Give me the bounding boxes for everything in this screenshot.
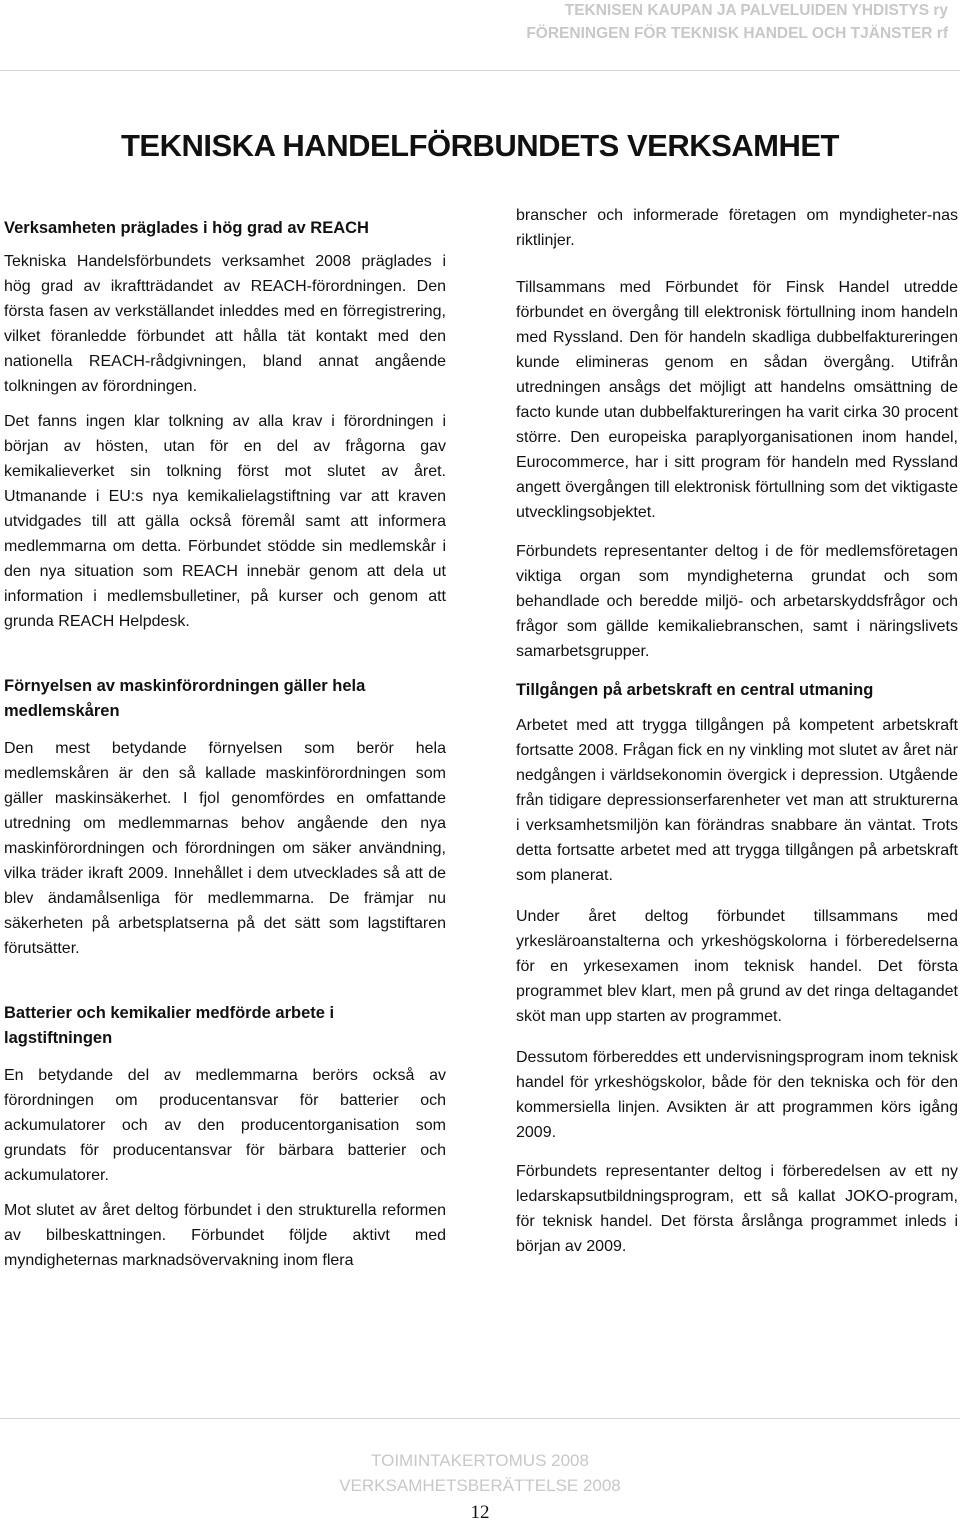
header-divider [0, 70, 960, 71]
paragraph-russia-customs: Tillsammans med Förbundet för Finsk Handel utredde förbundet en övergång till elektronisk förtullning inom handeln med Ryssland. Den för handeln skadliga dubbelfaktureringen kunde elimineras genom en sådan övergång. Utifrån utredningen ansågs det möjligt att handelns omsättning de facto kunde utan dubbelfaktureringen ha varit cirka 30 procent större. Den europeiska paraplyorganisationen inom handel, Eurocommerce, har i sitt program för handeln med Ryssland angett övergången till elektronisk förtullning som det viktigaste utvecklingsobjektet. [516, 279, 958, 521]
paragraph-reach-interpretation: Det fanns ingen klar tolkning av alla krav i förordningen i början av hösten, utan för en del av frågorna gav kemikalieverket sin tolkning först mot slutet av året. Utmanande i EU:s nya kemikalielagstiftning var att kraven utvidgades till att gälla också föremål samt att informera medlemmarna om detta. Förbundet stödde sin medlemskår i den nya situation som REACH innebär genom att dela ut information i medlemsbulletiner, på kurser och genom att grunda REACH Helpdesk. [4, 413, 446, 630]
paragraph-machinery: Den mest betydande förnyelsen som berör hela medlemskåren är den så kallade maskinförordningen som gäller maskinsäkerhet. I fjol genomfördes en omfattande utredning om medlemmarnas behov angående den nya maskinförordningen och förordningen om säker användning, vilka träder ikraft 2009. Innehållet i dem utvecklades så att de blev ändamålsenliga för medlemmarna. De främjar nu säkerheten på arbetsplatserna på det sätt som lagstiftaren förutsätter. [4, 740, 446, 957]
left-column [4, 216, 446, 1273]
paragraph-vocational-exam: Under året deltog förbundet tillsammans med yrkesläroanstalterna och yrkeshögskolorna i förberedelserna för en yrkesexamen inom teknisk handel. Det första programmet blev klart, men på grund av det ringa deltagandet sköt man upp starten av programmet. [516, 908, 958, 1025]
page-number: 12 [470, 1502, 490, 1523]
header-org-name-finnish: TEKNISEN KAUPAN JA PALVELUIDEN YHDISTYS ry [564, 2, 948, 19]
paragraph-teaching-program: Dessutom förbereddes ett undervisningsprogram inom teknisk handel för yrkeshögskolor, både för den tekniska och för den kommersiella linjen. Avsikten är att programmen körs igång 2009. [516, 1049, 958, 1141]
footer-report-title-swedish: VERKSAMHETSBERÄTTELSE 2008 [339, 1476, 621, 1495]
section-heading-reach: Verksamheten präglades i hög grad av REACH [4, 219, 369, 237]
paragraph-workforce: Arbetet med att trygga tillgången på kompetent arbetskraft fortsatte 2008. Frågan fick en ny vinkling mot slutet av året när nedgången i världsekonomin övergick i depression. Utgående från tidigare depressionserfarenheter vet man att strukturerna i verksamhetsmiljön kan förändras snabbare än väntat. Trots detta fortsatte arbetet med att trygga tillgången på arbetskraft som planerat. [516, 717, 958, 884]
page-title: TEKNISKA HANDELFÖRBUNDETS VERKSAMHET [121, 128, 839, 163]
paragraph-representatives: Förbundets representanter deltog i de för medlemsföretagen viktiga organ som myndigheterna grundat och som behandlade och beredde miljö- och arbetarskyddsfrågor och frågor som gällde kemikaliebranschen, samt i näringslivets samarbetsgrupper. [516, 543, 958, 660]
page-header [0, 0, 960, 72]
section-heading-workforce: Tillgången på arbetskraft en central utmaning [516, 681, 874, 699]
right-column [516, 203, 958, 1259]
paragraph-continuation: branscher och informerade företagen om myndigheter-nas riktlinjer. [516, 207, 958, 249]
footer-divider [0, 1418, 960, 1419]
header-org-name-swedish: FÖRENINGEN FÖR TEKNISK HANDEL OCH TJÄNSTER rf [526, 25, 948, 42]
paragraph-leadership-program: Förbundets representanter deltog i förberedelsen av ett ny ledarskapsutbildningsprogram, ett så kallat JOKO-program, för teknisk handel. Det första årslånga programmet inleds i början av 2009. [516, 1163, 958, 1255]
paragraph-reach-intro: Tekniska Handelsförbundets verksamhet 2008 präglades i hög grad av ikraftträdandet av REACH-förordningen. Den första fasen av verkställandet inleddes med en förregistrering, vilket föranledde förbundet att hålla tät kontakt med den nationella REACH-rådgivningen, bland annat angående tolkningen av förordningen. [4, 253, 446, 395]
section-heading-machinery: Förnyelsen av maskinförordningen gäller hela medlemskåren [4, 677, 366, 720]
paragraph-car-tax: Mot slutet av året deltog förbundet i den strukturella reformen av bilbeskattningen. Förbundet följde aktivt med myndigheternas marknadsövervakning inom flera [4, 1202, 446, 1269]
footer-report-title-finnish: TOIMINTAKERTOMUS 2008 [371, 1451, 589, 1470]
section-heading-batteries: Batterier och kemikalier medförde arbete i lagstiftningen [4, 1004, 335, 1047]
paragraph-batteries: En betydande del av medlemmarna berörs också av förordningen om producentansvar för batterier och ackumulatorer och av den producentorganisation som grundats för producentansvar för bärbara batterier och ackumulatorer. [4, 1067, 446, 1184]
